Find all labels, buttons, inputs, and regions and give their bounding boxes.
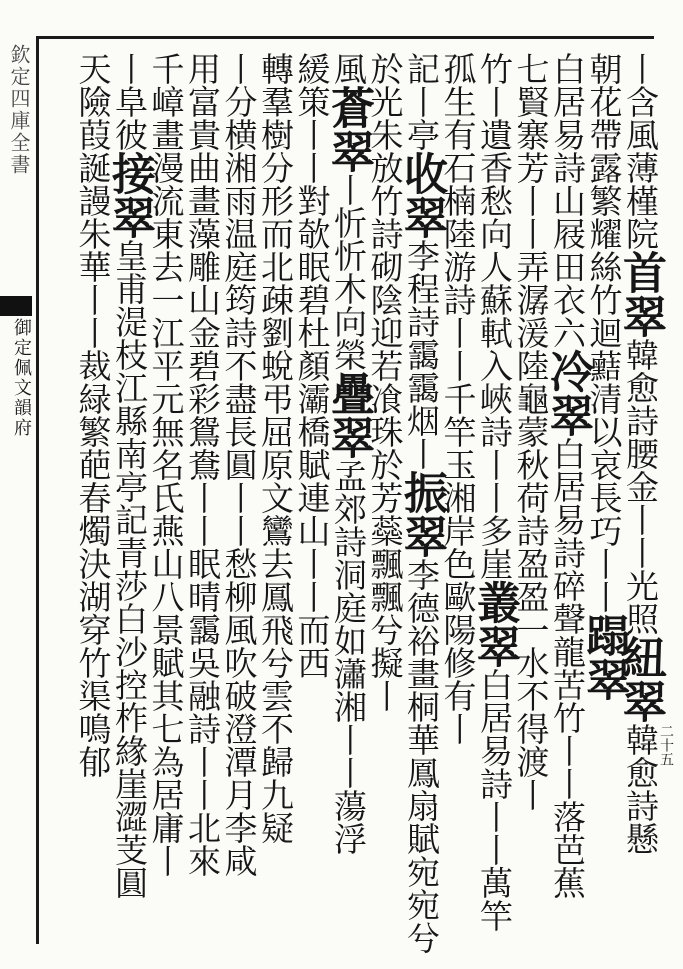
column-text: 丨遺香愁向人蘇軾入峽詩丨丨多崖 bbox=[475, 85, 514, 580]
column-text: 丨分横湘雨温庭筠詩不盡長圓丨丨愁柳風吹破澄潭月李咸 bbox=[219, 52, 259, 877]
column-text: 丨亭 bbox=[402, 85, 441, 151]
column-text: 長巧丨丨 bbox=[584, 481, 624, 613]
column-text: 於光 bbox=[365, 52, 405, 118]
column-text: 韓愈詩懸 bbox=[621, 723, 660, 855]
column-text: 轉羣樹分形而北疎劉蛻弔屈原文鸞去鳳飛兮雲不歸九疑 bbox=[256, 52, 295, 844]
text-column bbox=[578, 52, 630, 932]
column-text: 白居易詩碎聲龍苦竹丨丨落芭蕉 bbox=[548, 437, 587, 899]
text-column bbox=[511, 52, 551, 932]
column-text: 竹 bbox=[475, 52, 514, 85]
entry-heading: 冷翠 bbox=[542, 349, 593, 437]
entry-heading: 蒼翠 bbox=[323, 85, 374, 173]
column-text: 葭誕謾朱華丨丨裁緑繁葩春燭決湖穿竹渠鳴郁 bbox=[73, 118, 113, 778]
column-text: 李程詩靄靄烟丨 bbox=[402, 239, 441, 470]
column-text: 白居易詩丨丨萬竿 bbox=[475, 668, 514, 932]
column-text: 丨阜彼 bbox=[110, 52, 149, 151]
text-column bbox=[73, 52, 113, 932]
book-title: 御定佩文韻府 bbox=[11, 318, 32, 438]
margin-fishtail-block bbox=[0, 296, 32, 316]
text-column bbox=[542, 52, 593, 932]
column-text: 韓愈詩腰金丨丨光照 bbox=[621, 338, 660, 635]
text-column bbox=[182, 52, 222, 932]
entry-heading: 蹋翠 bbox=[578, 613, 630, 701]
column-text: 孤生有石楠陸游詩丨丨千竿玉 bbox=[438, 52, 478, 481]
column-text: 陸龜蒙秋荷詩盈盈一水不得渡丨 bbox=[511, 349, 551, 811]
entry-heading: 紐翠 bbox=[615, 635, 666, 723]
text-column bbox=[104, 52, 155, 932]
column-text: 湘岸色歐陽修有丨 bbox=[438, 481, 478, 745]
entry-heading: 首翠 bbox=[615, 250, 666, 338]
running-header: 欽定四庫全書 bbox=[7, 44, 31, 176]
column-text: 朱放竹詩砌陰迎 bbox=[365, 118, 405, 349]
column-text: 丨忻忻木向榮 bbox=[329, 173, 368, 371]
text-column bbox=[365, 52, 405, 932]
column-text: 若飡珠於芳蘂飄飄兮擬丨 bbox=[365, 349, 405, 712]
left-rule bbox=[36, 36, 39, 944]
column-text: 緩策丨丨對欹眠 bbox=[292, 52, 332, 283]
top-rule bbox=[36, 36, 654, 39]
column-text: 丨含風薄槿院 bbox=[621, 52, 660, 250]
entry-heading: 叢翠 bbox=[469, 580, 520, 668]
column-text: 用富貴曲畫藻雕山金碧彩鴛鴦丨丨眠晴靄吳融詩丨丨北來 bbox=[183, 52, 222, 877]
column-text: 千嶂畫漫流東去一江平元無名氏燕山八景賦其七為居庸丨 bbox=[146, 52, 186, 877]
entry-heading: 疊翠 bbox=[323, 371, 374, 459]
column-text: 記 bbox=[402, 52, 441, 85]
page-number: 二十五 bbox=[658, 724, 674, 766]
column-text: 七賢寨芳丨丨弄潺湲 bbox=[511, 52, 551, 349]
column-text: 耀絲竹迴䕸清以哀 bbox=[584, 217, 624, 481]
text-column bbox=[323, 52, 374, 932]
entry-heading: 收翠 bbox=[396, 151, 447, 239]
text-column bbox=[396, 52, 447, 954]
column-text: 天險 bbox=[73, 52, 113, 118]
text-column bbox=[292, 52, 332, 932]
column-text: 李德裕畫桐華鳳扇賦宛宛兮 bbox=[402, 558, 441, 954]
text-column bbox=[255, 52, 295, 932]
column-text: 碧杜顏灞橋賦連山丨丨而西 bbox=[292, 283, 332, 679]
column-text: 孟郊詩洞庭如瀟湘丨丨蕩浮 bbox=[329, 459, 368, 855]
column-text: 皇甫湜枝江縣南亭記青莎白沙控柞緣崖澀芰圓 bbox=[110, 239, 149, 899]
column-text: 風 bbox=[329, 52, 368, 85]
entry-heading: 振翠 bbox=[396, 470, 447, 558]
text-column bbox=[219, 52, 259, 932]
entry-heading: 接翠 bbox=[104, 151, 155, 239]
column-text: 白居易詩山屐田衣六 bbox=[548, 52, 587, 349]
text-column bbox=[469, 52, 520, 932]
column-text: 朝花帶露繁 bbox=[584, 52, 624, 217]
